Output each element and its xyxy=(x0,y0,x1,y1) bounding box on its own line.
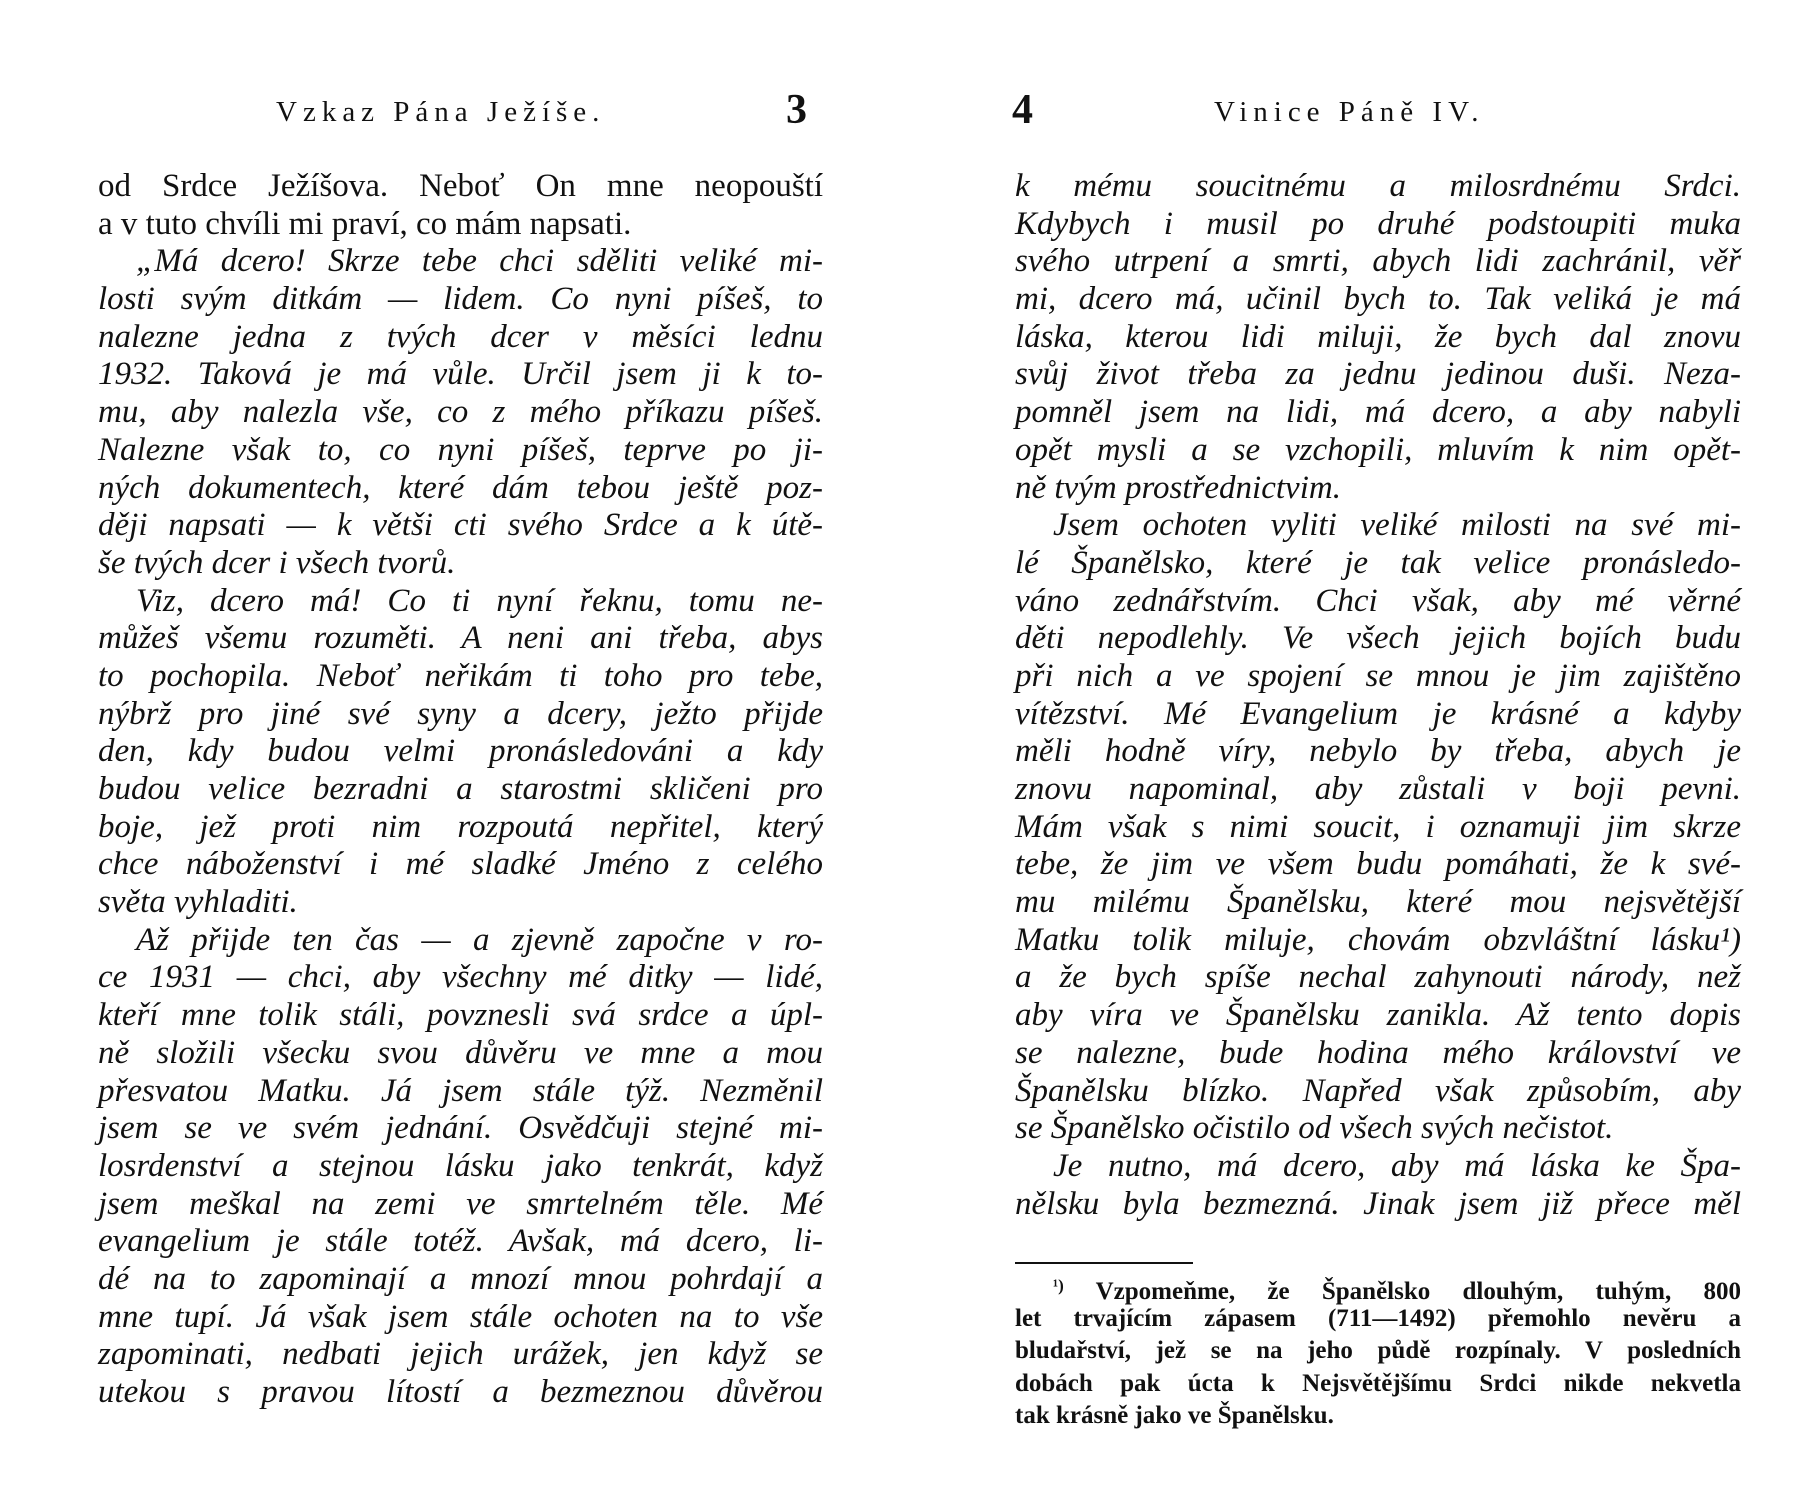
footnote-line: dobách pak úcta k Nejsvětějšímu Srdci nikde nekvetla xyxy=(1015,1369,1741,1397)
text-line: k mému soucitnému a milosrdnému Srdci. xyxy=(1015,168,1741,204)
left-page-number: 3 xyxy=(786,87,807,133)
left-running-head: Vzkaz Pána Ježíše. xyxy=(276,96,606,128)
text-line: láska, kterou lidi miluji, že bych dal znovu xyxy=(1015,318,1741,355)
text-line: še tvých dcer i všech tvorů. xyxy=(98,544,456,581)
text-line: losrdenství a stejnou lásku jako tenkrát, když xyxy=(98,1147,823,1184)
footnote-text: Vzpomeňme, že Španělsko dlouhým, tuhým, 800 xyxy=(1095,1278,1741,1305)
text-line: znovu napominal, aby zůstali v boji pevni. xyxy=(1015,771,1741,807)
text-line: mu, aby nalezla vše, co z mého příkazu píšeš. xyxy=(98,394,823,431)
text-line: kteří mne tolik stáli, povznesli svá srdce a úpl- xyxy=(98,997,823,1034)
text-line: od Srdce Ježíšova. Neboť On mne neopouští xyxy=(98,168,823,204)
text-line: můžeš všemu rozuměti. A neni ani třeba, abys xyxy=(98,620,823,657)
text-line: Nalezne však to, co nyni píšeš, teprve po ji- xyxy=(98,431,823,468)
text-line: mu milému Španělsku, které mou nejsvětější xyxy=(1015,884,1741,921)
text-line: dé na to zapominají a mnozí mnou pohrdají a xyxy=(98,1260,823,1297)
left-page-text xyxy=(98,168,823,1412)
text-line: 1932. Taková je má vůle. Určil jsem ji k to- xyxy=(98,356,823,393)
text-line: jsem meškal na zemi ve smrtelném těle. Mé xyxy=(98,1185,823,1222)
text-line: ně tvým prostřednictvim. xyxy=(1015,469,1341,506)
text-line: mi, dcero má, učinil bych to. Tak veliká je má xyxy=(1015,281,1741,318)
text-line: to pochopila. Neboť neřikám ti toho pro tebe, xyxy=(98,657,823,694)
text-line: evangelium je stále totéž. Avšak, má dcero, li- xyxy=(98,1223,823,1260)
text-line: při nich a ve spojení se mnou je jim zajištěno xyxy=(1015,657,1741,694)
footnote-marker: ¹) xyxy=(1053,1276,1064,1295)
footnote-line: bludařství, jež se na jeho půdě rozpínaly. V posledních xyxy=(1015,1337,1741,1365)
text-line: svého utrpení a smrti, abych lidi zachránil, věř xyxy=(1015,243,1741,280)
text-line: se nalezne, bude hodina mého království ve xyxy=(1015,1034,1741,1071)
text-line: děti nepodlehly. Ve všech jejich bojích budu xyxy=(1015,620,1741,657)
text-line: Viz, dcero má! Co ti nyní řeknu, tomu ne- xyxy=(136,582,823,619)
text-line: a že bych spíše nechal zahynouti národy, než xyxy=(1015,959,1741,996)
text-line: nýbrž pro jiné své syny a dcery, ježto přijde xyxy=(98,695,823,732)
text-line: jsem se ve svém jednání. Osvědčuji stejné mi- xyxy=(98,1110,823,1147)
text-line: ně složili všecku svou důvěru ve mne a mou xyxy=(98,1034,823,1071)
text-line: váno zednářstvím. Chci však, aby mé věrné xyxy=(1015,582,1741,619)
text-line: Matku tolik miluje, chovám obzvláštní lásku¹) xyxy=(1015,921,1741,958)
text-line: přesvatou Matku. Já jsem stále týž. Nezměnil xyxy=(98,1072,823,1109)
text-line: se Španělsko očistilo od všech svých nečistot. xyxy=(1015,1110,1614,1147)
text-line: Je nutno, má dcero, aby má láska ke Špa- xyxy=(1053,1147,1741,1184)
text-line: Mám však s nimi soucit, i oznamuji jim skrze xyxy=(1015,808,1741,845)
text-line: ce 1931 — chci, aby všechny mé ditky — lidé, xyxy=(98,959,823,996)
text-line: „Má dcero! Skrze tebe chci sděliti veliké mi- xyxy=(136,243,823,280)
footnote-line xyxy=(1015,1270,1741,1303)
text-line: a v tuto chvíli mi praví, co mám napsati. xyxy=(98,205,632,242)
text-line: ději napsati — k větši cti svého Srdce a k útě- xyxy=(98,507,823,544)
right-page xyxy=(908,0,1816,1500)
text-line: lé Španělsko, které je tak velice pronásledo- xyxy=(1015,544,1741,581)
text-line: Kdybych i musil po druhé podstoupiti muka xyxy=(1015,205,1741,242)
text-line: nělsku byla bezmezná. Jinak jsem již přece měl xyxy=(1015,1185,1741,1222)
footnote-line: let trvajícím zápasem (711—1492) přemohlo nevěru a xyxy=(1015,1304,1741,1332)
text-line: tebe, že jim ve všem budu pomáhati, že k své- xyxy=(1015,846,1741,883)
text-line: měli hodně víry, nebylo by třeba, abych je xyxy=(1015,733,1741,770)
text-line: světa vyhladiti. xyxy=(98,884,298,921)
text-line: svůj život třeba za jednu jedinou duši. Neza- xyxy=(1015,356,1741,393)
right-running-head: Vinice Páně IV. xyxy=(1214,96,1485,128)
text-line: Španělsku blízko. Napřed však způsobím, aby xyxy=(1015,1072,1741,1109)
text-line: pomněl jsem na lidi, má dcero, a aby nabyli xyxy=(1015,394,1741,431)
text-line: aby víra ve Španělsku zanikla. Až tento dopis xyxy=(1015,997,1741,1034)
right-page-text xyxy=(1015,168,1741,1223)
text-line: boje, jež proti nim rozpoutá nepřitel, který xyxy=(98,808,823,845)
text-line: opět mysli a se vzchopili, mluvím k nim opět- xyxy=(1015,431,1741,468)
text-line: zapominati, nedbati jejich urážek, jen když se xyxy=(98,1336,823,1373)
text-line: nalezne jedna z tvých dcer v měsíci lednu xyxy=(98,318,823,355)
text-line: budou velice bezradni a starostmi skličeni pro xyxy=(98,771,823,807)
text-line: Jsem ochoten vyliti veliké milosti na své mi- xyxy=(1053,507,1741,544)
footnote-divider xyxy=(1015,1262,1193,1264)
text-line: ných dokumentech, které dám tebou ještě poz- xyxy=(98,469,823,506)
right-page-number: 4 xyxy=(1012,87,1033,133)
text-line: vítězství. Mé Evangelium je krásné a kdyby xyxy=(1015,695,1741,732)
footnote-line: tak krásně jako ve Španělsku. xyxy=(1015,1402,1334,1430)
text-line: losti svým ditkám — lidem. Co nyni píšeš, to xyxy=(98,281,823,318)
text-line: utekou s pravou lítostí a bezmeznou důvěrou xyxy=(98,1374,823,1410)
text-line: mne tupí. Já však jsem stále ochoten na to vše xyxy=(98,1298,823,1335)
text-line: Až přijde ten čas — a zjevně započne v ro- xyxy=(136,921,823,958)
text-line: chce náboženství i mé sladké Jméno z celého xyxy=(98,846,823,883)
text-line: den, kdy budou velmi pronásledováni a kdy xyxy=(98,733,823,770)
footnote xyxy=(1015,1270,1741,1433)
